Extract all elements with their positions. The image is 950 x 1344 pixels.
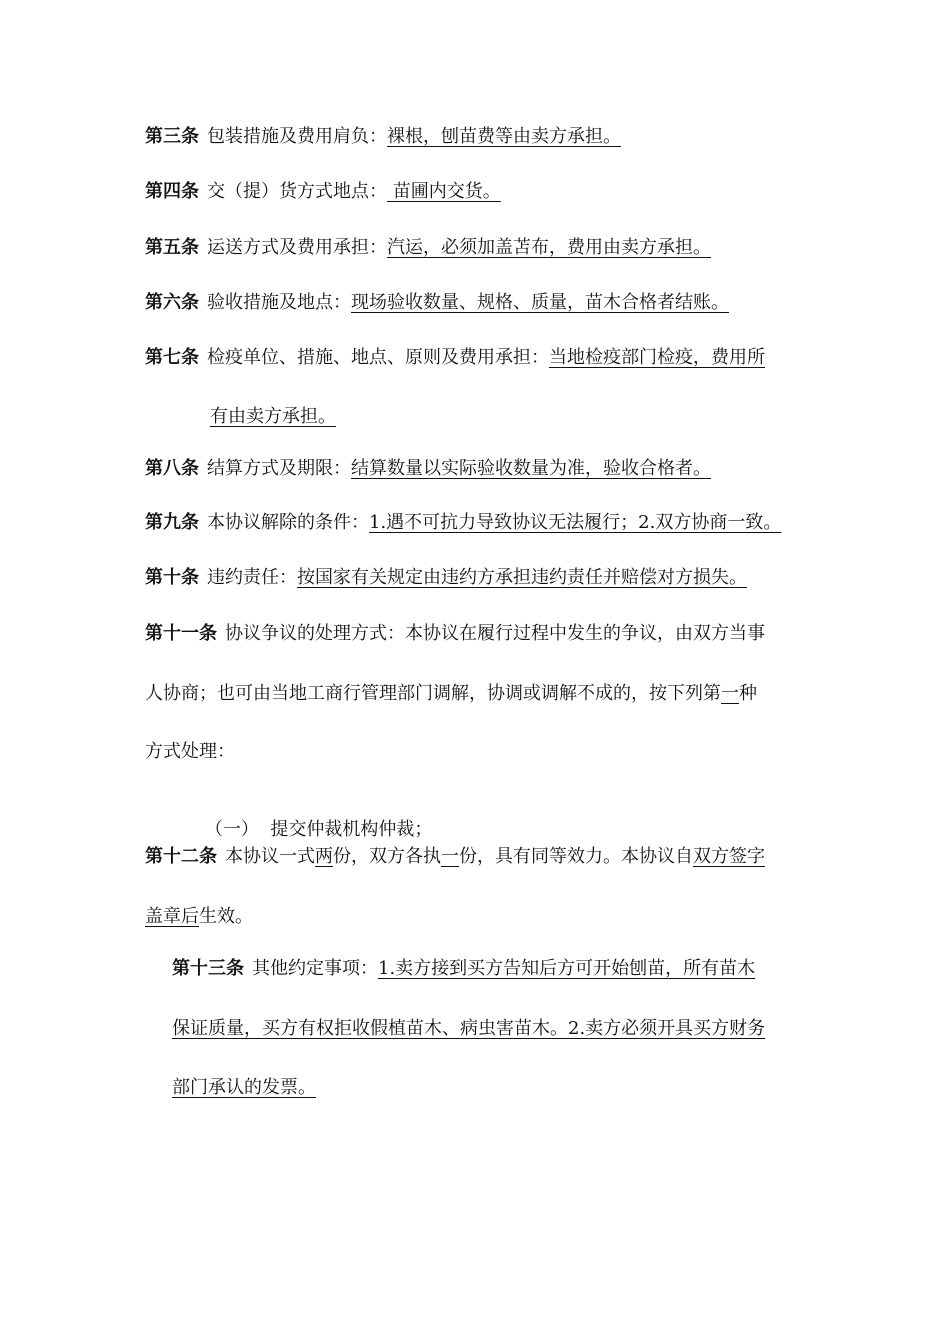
article-3 (145, 125, 621, 149)
article-13 (172, 957, 755, 981)
article-number: 第十二条 (145, 846, 217, 867)
article-number: 第六条 (145, 292, 199, 313)
article-value: 部门承认的发票。 (172, 1077, 316, 1098)
article-label: 其他约定事项： (252, 958, 378, 979)
article-6 (145, 291, 729, 315)
article-text: 方式处理： (145, 741, 235, 762)
article-text: 种 (739, 683, 757, 704)
article-value: 按国家有关规定由违约方承担违约责任并赔偿对方损失。 (297, 567, 747, 588)
article-label: 本协议解除的条件： (207, 512, 369, 533)
article-12-line-2 (145, 905, 253, 929)
article-text: 份，具有同等效力。本协议自 (459, 846, 693, 867)
article-11-line-2 (145, 682, 757, 706)
article-label: 包装措施及费用肩负： (207, 126, 387, 147)
article-11 (145, 622, 765, 646)
article-label: 结算方式及期限： (207, 458, 351, 479)
article-value: 1.卖方接到买方告知后方可开始刨苗，所有苗木 (378, 958, 756, 979)
blank-field: 一 (441, 846, 459, 867)
article-label: 违约责任： (207, 567, 297, 588)
article-11-line-3 (145, 740, 235, 764)
article-number: 第五条 (145, 237, 199, 258)
article-value: 1.遇不可抗力导致协议无法履行；2.双方协商一致。 (369, 512, 782, 533)
article-text: 本协议一式 (225, 846, 315, 867)
article-number: 第四条 (145, 181, 199, 202)
article-number: 第八条 (145, 458, 199, 479)
article-8 (145, 457, 711, 481)
blank-field: 双方签字 (693, 846, 765, 867)
article-text: 生效。 (199, 906, 253, 927)
article-text: 协议争议的处理方式：本协议在履行过程中发生的争议，由双方当事 (225, 623, 765, 644)
article-number: 第三条 (145, 126, 199, 147)
article-label: 检疫单位、措施、地点、原则及费用承担： (207, 347, 549, 368)
article-value: 结算数量以实际验收数量为准，验收合格者。 (351, 458, 711, 479)
article-label: 验收措施及地点： (207, 292, 351, 313)
article-4 (145, 180, 501, 204)
article-number: 第九条 (145, 512, 199, 533)
article-value: 苗圃内交货。 (387, 181, 501, 202)
article-7-continuation (210, 405, 336, 429)
article-12 (145, 845, 765, 869)
article-value: 现场验收数量、规格、质量，苗木合格者结账。 (351, 292, 729, 313)
article-number: 第十一条 (145, 623, 217, 644)
article-5 (145, 236, 711, 260)
article-9 (145, 511, 781, 535)
article-number: 第七条 (145, 347, 199, 368)
article-value: 当地检疫部门检疫，费用所 (549, 347, 765, 368)
article-13-line-2 (172, 1017, 765, 1041)
article-text: 份，双方各执 (333, 846, 441, 867)
article-value-continued: 有由卖方承担。 (210, 406, 336, 427)
article-number: 第十三条 (172, 958, 244, 979)
article-10 (145, 566, 747, 590)
article-value: 保证质量，买方有权拒收假植苗木、病虫害苗木。2.卖方必须开具买方财务 (172, 1018, 766, 1039)
article-value: 裸根，刨苗费等由卖方承担。 (387, 126, 621, 147)
blank-field: 两 (315, 846, 333, 867)
article-value: 汽运，必须加盖苫布，费用由卖方承担。 (387, 237, 711, 258)
blank-field: 盖章后 (145, 906, 199, 927)
article-number: 第十条 (145, 567, 199, 588)
article-7 (145, 346, 765, 370)
blank-field: 一 (721, 683, 739, 704)
article-label: 运送方式及费用承担： (207, 237, 387, 258)
article-13-line-3 (172, 1076, 316, 1100)
article-text: 人协商；也可由当地工商行管理部门调解，协调或调解不成的，按下列第 (145, 683, 721, 704)
article-label: 交（提）货方式地点： (207, 181, 387, 202)
option-text: （一） 提交仲裁机构仲裁； (204, 819, 433, 840)
